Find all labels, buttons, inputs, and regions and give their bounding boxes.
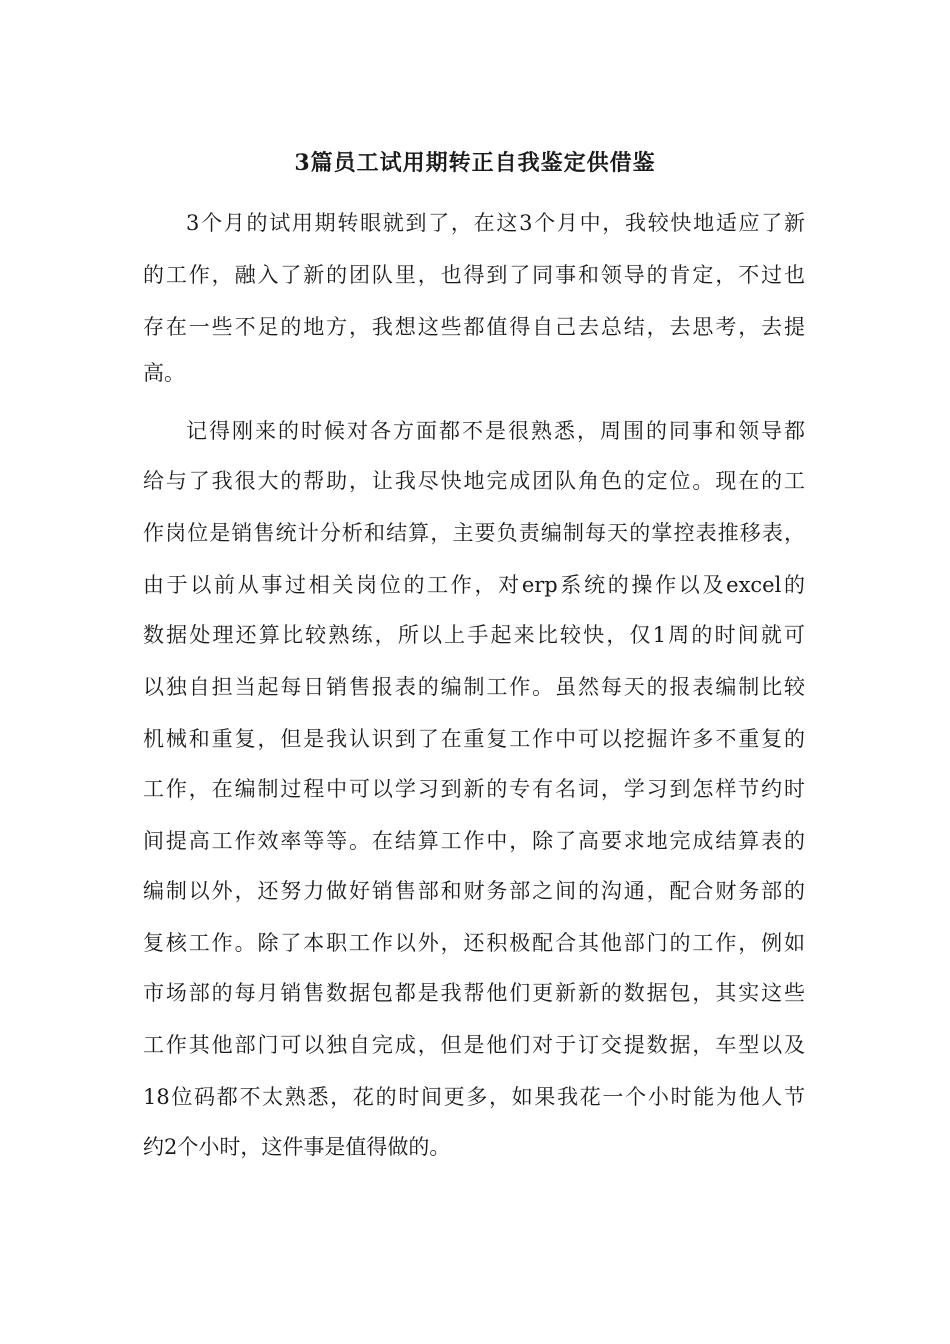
- paragraph-1-line-4: 高。: [143, 361, 185, 385]
- paragraph-2-line-4: 由于以前从事过相关岗位的工作，对erp系统的操作以及excel的: [143, 573, 805, 597]
- paragraph-2-line-10: 编制以外，还努力做好销售部和财务部之间的沟通，配合财务部的: [143, 879, 805, 903]
- paragraph-2-line-7: 机械和重复，但是我认识到了在重复工作中可以挖掘许多不重复的: [143, 727, 805, 751]
- paragraph-2-line-6: 以独自担当起每日销售报表的编制工作。虽然每天的报表编制比较: [143, 675, 805, 699]
- paragraph-2-line-14: 18位码都不太熟悉，花的时间更多，如果我花一个小时能为他人节: [143, 1085, 805, 1109]
- paragraph-2-line-3: 作岗位是销售统计分析和结算，主要负责编制每天的掌控表推移表，: [143, 521, 805, 545]
- paragraph-2-line-11: 复核工作。除了本职工作以外，还积极配合其他部门的工作，例如: [143, 931, 805, 955]
- paragraph-2-line-8: 工作，在编制过程中可以学习到新的专有名词，学习到怎样节约时: [143, 777, 805, 801]
- paragraph-2-line-5: 数据处理还算比较熟练，所以上手起来比较快，仅1周的时间就可: [143, 623, 805, 647]
- paragraph-1-line-2: 的工作，融入了新的团队里，也得到了同事和领导的肯定，不过也: [143, 263, 805, 287]
- paragraph-1-line-1: 3个月的试用期转眼就到了，在这3个月中，我较快地适应了新: [186, 211, 805, 235]
- paragraph-2-line-13: 工作其他部门可以独自完成，但是他们对于订交提数据，车型以及: [143, 1033, 805, 1057]
- paragraph-2-line-9: 间提高工作效率等等。在结算工作中，除了高要求地完成结算表的: [143, 829, 805, 853]
- paragraph-2-line-12: 市场部的每月销售数据包都是我帮他们更新新的数据包，其实这些: [143, 981, 805, 1005]
- paragraph-1-line-3: 存在一些不足的地方，我想这些都值得自己去总结，去思考，去提: [143, 315, 805, 339]
- paragraph-2-line-15: 约2个小时，这件事是值得做的。: [143, 1135, 451, 1159]
- paragraph-2-line-2: 给与了我很大的帮助，让我尽快地完成团队角色的定位。现在的工: [143, 469, 805, 493]
- paragraph-2-line-1: 记得刚来的时候对各方面都不是很熟悉，周围的同事和领导都: [186, 419, 805, 443]
- document-title: 3篇员工试用期转正自我鉴定供借鉴: [294, 150, 656, 176]
